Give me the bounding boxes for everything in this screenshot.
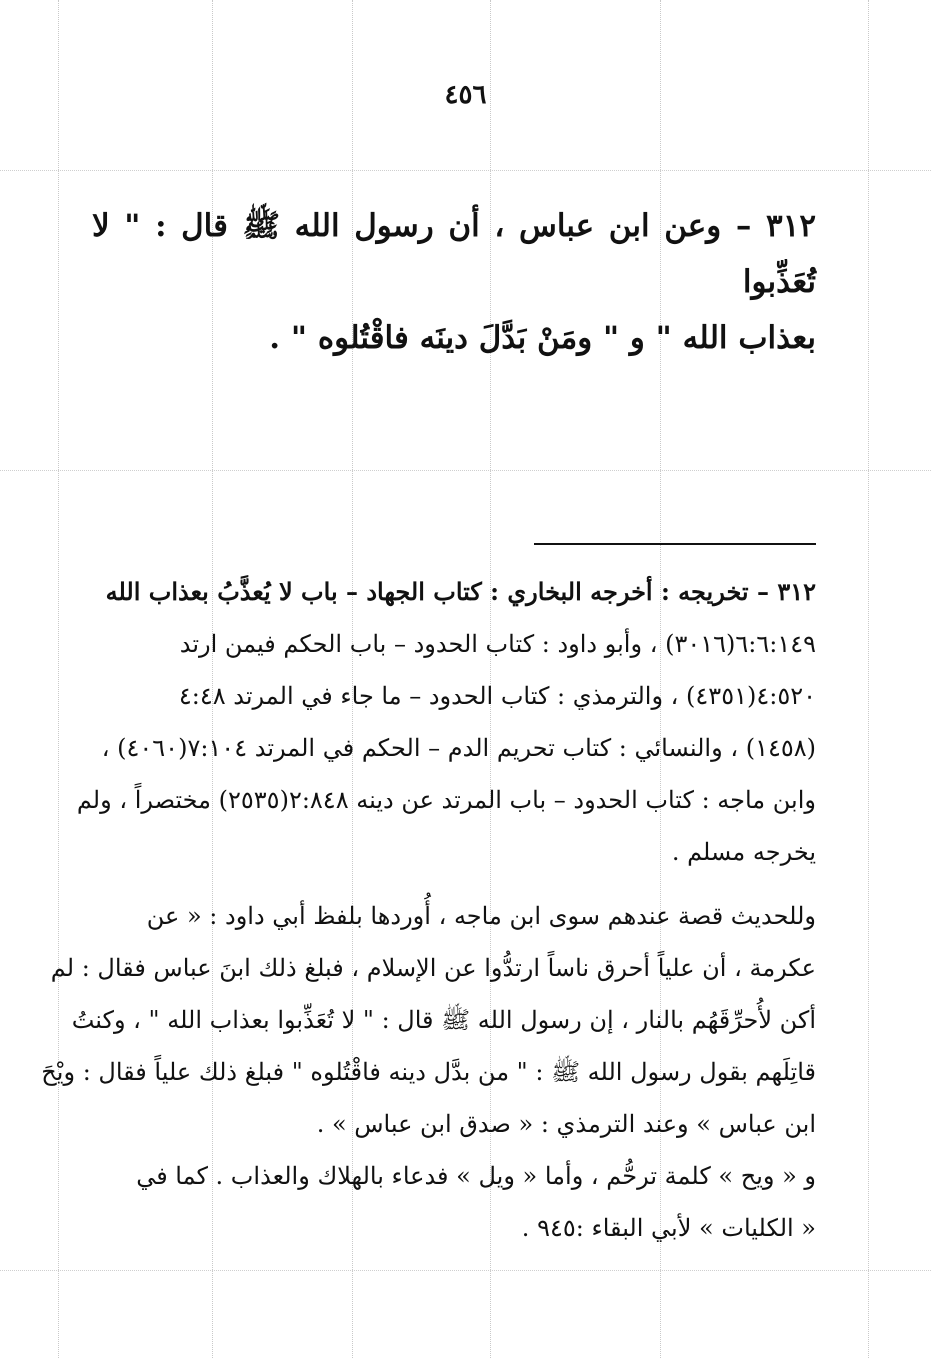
footnote-line: ابن عباس » وعند الترمذي : « صدق ابن عباس » . (316, 1110, 816, 1138)
footnote-line: يخرجه مسلم . (671, 838, 816, 866)
footnote-divider (534, 543, 816, 545)
hadith-line: بعذاب الله " و " ومَنْ بَدَّلَ دينَه فاقْتُلوه " . (269, 320, 816, 356)
footnote-line: (١٤٥٨) ، والنسائي : كتاب تحريم الدم – الحكم في المرتد ٧:١٠٤(٤٠٦٠) ، (101, 734, 816, 762)
scan-guide-line (58, 0, 59, 1358)
footnote-line: ٤:٥٢٠(٤٣٥١) ، والترمذي : كتاب الحدود – ما جاء في المرتد ٤:٤٨ (178, 682, 816, 710)
story-paragraph (41, 890, 816, 1150)
footnote-line: وللحديث قصة عندهم سوى ابن ماجه ، أُوردها بلفظ أبي داود : « عن (146, 902, 816, 930)
hadith-line: ٣١٢ – وعن ابن عباس ، أن رسول الله ﷺ قال : " لا تُعَذِّبوا (92, 208, 816, 300)
gloss-paragraph (106, 1150, 816, 1254)
footnote-line: قاتِلَهم بقول رسول الله ﷺ : " من بدَّل دينه فاقْتُلوه " فبلغ ذلك علياً فقال : ويْحَ (41, 1058, 816, 1086)
scan-guide-line (0, 170, 931, 171)
footnote-line: أكن لأُحرِّقَهُم بالنار ، إن رسول الله ﷺ قال : " لا تُعَذِّبوا بعذاب الله " ، وكنتُ (71, 1006, 816, 1034)
scan-guide-line (0, 1270, 931, 1271)
paragraph-gap (106, 878, 816, 890)
scan-guide-line (868, 0, 869, 1358)
page-number: ٤٥٦ (444, 80, 487, 110)
footnote-line: ٣١٢ – تخريجه : أخرجه البخاري : كتاب الجهاد – باب لا يُعذَّبُ بعذاب الله (105, 577, 816, 606)
takhrij-paragraph (76, 566, 816, 878)
footnote-line: وابن ماجه : كتاب الحدود – باب المرتد عن دينه ٢:٨٤٨(٢٥٣٥) مختصراً ، ولم (76, 786, 816, 814)
hadith-text (92, 198, 816, 366)
scan-guide-line (0, 470, 931, 471)
footnote-line: عكرمة ، أن علياً أحرق ناساً ارتدُّوا عن الإسلام ، فبلغ ذلك ابنَ عباس فقال : لم (50, 954, 816, 982)
footnote-line: و « ويح » كلمة ترحُّم ، وأما « ويل » فدعاء بالهلاك والعذاب . كما في (136, 1162, 816, 1190)
footnote-line: « الكليات » لأبي البقاء :٩٤٥ . (521, 1214, 816, 1242)
footnotes (41, 566, 816, 1254)
footnote-line: ٦:٦:١٤٩(٣٠١٦) ، وأبو داود : كتاب الحدود – باب الحكم فيمن ارتد (179, 630, 816, 658)
